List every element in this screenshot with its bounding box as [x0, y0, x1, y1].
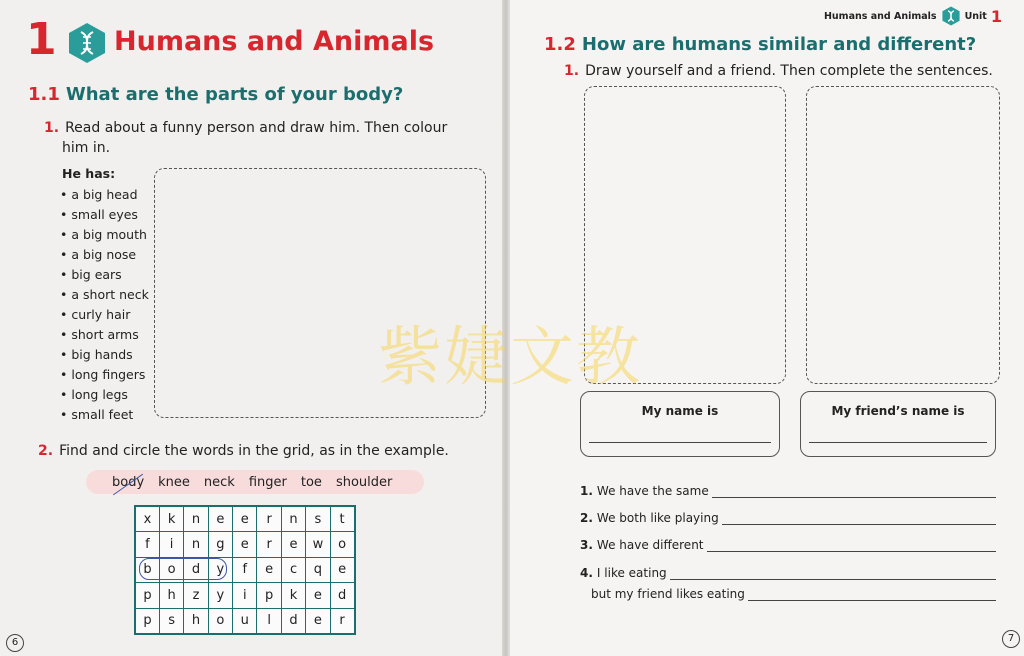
- answer-line[interactable]: [722, 513, 996, 525]
- feature-item: • big hands: [60, 346, 149, 366]
- grid-cell[interactable]: k: [281, 583, 305, 609]
- grid-cell[interactable]: d: [281, 608, 305, 634]
- task-text: Draw yourself and a friend. Then complete the sentences.: [585, 63, 993, 79]
- answer-line: [589, 442, 771, 443]
- friend-name-label: My friend’s name is: [831, 404, 965, 418]
- running-header: [824, 6, 1002, 26]
- grid-cell[interactable]: d: [184, 557, 208, 583]
- page-number-left: 6: [6, 634, 24, 652]
- feature-item: • long fingers: [60, 366, 149, 386]
- grid-cell[interactable]: e: [306, 583, 330, 609]
- grid-cell[interactable]: q: [306, 557, 330, 583]
- section-title-1-2: [544, 34, 976, 55]
- grid-cell[interactable]: h: [159, 583, 183, 609]
- word-bank: [86, 470, 424, 494]
- grid-cell[interactable]: b: [135, 557, 159, 583]
- sentence-number: 2.: [580, 511, 593, 525]
- grid-cell[interactable]: e: [233, 506, 257, 532]
- task-text-line2: him in.: [62, 140, 111, 156]
- features-heading: He has:: [62, 166, 116, 181]
- sentence-4: [580, 566, 996, 580]
- grid-cell[interactable]: z: [184, 583, 208, 609]
- word-bank-item: body: [112, 474, 145, 490]
- section-title-1-1: [28, 84, 403, 105]
- grid-cell[interactable]: i: [159, 532, 183, 558]
- answer-line[interactable]: [748, 589, 996, 601]
- example-circle: [139, 558, 227, 580]
- feature-item: • long legs: [60, 386, 149, 406]
- task-number: 1.: [44, 120, 60, 136]
- grid-cell[interactable]: i: [233, 583, 257, 609]
- page-title: Humans and Animals: [114, 26, 435, 57]
- grid-cell[interactable]: s: [306, 506, 330, 532]
- grid-cell[interactable]: f: [135, 532, 159, 558]
- grid-cell[interactable]: l: [257, 608, 281, 634]
- feature-item: • a big mouth: [60, 226, 149, 246]
- grid-cell[interactable]: r: [257, 532, 281, 558]
- sentence-1: [580, 484, 996, 498]
- grid-cell[interactable]: u: [233, 608, 257, 634]
- grid-cell[interactable]: y: [208, 557, 232, 583]
- section-number: 1.2: [544, 34, 576, 55]
- grid-cell[interactable]: e: [208, 506, 232, 532]
- grid-cell[interactable]: p: [135, 608, 159, 634]
- feature-item: • a big nose: [60, 246, 149, 266]
- sentence-number: 3.: [580, 538, 593, 552]
- my-name-label: My name is: [641, 404, 719, 418]
- answer-line[interactable]: [670, 568, 996, 580]
- grid-cell[interactable]: e: [281, 532, 305, 558]
- grid-cell[interactable]: p: [257, 583, 281, 609]
- grid-cell[interactable]: w: [306, 532, 330, 558]
- sentence-text: but my friend likes eating: [591, 587, 745, 601]
- section-title-text: What are the parts of your body?: [65, 84, 404, 105]
- grid-cell[interactable]: e: [306, 608, 330, 634]
- grid-cell[interactable]: e: [233, 532, 257, 558]
- feature-item: • a short neck: [60, 286, 149, 306]
- grid-cell[interactable]: r: [257, 506, 281, 532]
- grid-cell[interactable]: e: [330, 557, 354, 583]
- grid-cell[interactable]: e: [257, 557, 281, 583]
- answer-line[interactable]: [707, 540, 996, 552]
- answer-line[interactable]: [712, 486, 996, 498]
- grid-row: [135, 583, 355, 609]
- feature-item: • a big head: [60, 186, 149, 206]
- task-1-instruction: [44, 118, 484, 158]
- grid-cell[interactable]: o: [159, 557, 183, 583]
- word-bank-item: neck: [203, 474, 235, 490]
- page-number-right: 7: [1002, 630, 1020, 648]
- sentence-number: 1.: [580, 484, 593, 498]
- grid-cell[interactable]: s: [159, 608, 183, 634]
- header-unit-number: 1: [990, 6, 1002, 26]
- my-name-box[interactable]: [580, 391, 780, 457]
- grid-cell[interactable]: c: [281, 557, 305, 583]
- sentence-3: [580, 538, 996, 552]
- task-2-instruction: [38, 441, 449, 461]
- word-bank-item: finger: [248, 474, 287, 490]
- feature-item: • short arms: [60, 326, 149, 346]
- sentence-text: We have different: [596, 538, 704, 552]
- header-unit-label: Unit: [964, 10, 987, 22]
- grid-cell[interactable]: k: [159, 506, 183, 532]
- section-title-text: How are humans similar and different?: [581, 34, 977, 55]
- sentence-text: We both like playing: [596, 511, 719, 525]
- word-bank-item: toe: [300, 474, 322, 490]
- grid-cell[interactable]: n: [184, 506, 208, 532]
- dna-hexagon-icon: [66, 22, 108, 64]
- grid-cell[interactable]: d: [330, 583, 354, 609]
- task-1-instruction-right: [564, 61, 993, 81]
- feature-item: • big ears: [60, 266, 149, 286]
- task-number: 2.: [38, 443, 54, 459]
- friend-name-box[interactable]: [800, 391, 996, 457]
- sentence-5: [591, 587, 996, 601]
- sentence-number: 4.: [580, 566, 593, 580]
- task-text: Find and circle the words in the grid, as in the example.: [59, 443, 449, 459]
- grid-cell[interactable]: h: [184, 608, 208, 634]
- task-text-line1: Read about a funny person and draw him. Then colour: [65, 120, 448, 136]
- unit-number: 1: [26, 14, 57, 65]
- grid-cell[interactable]: f: [233, 557, 257, 583]
- sentence-2: [580, 511, 996, 525]
- grid-cell[interactable]: t: [330, 506, 354, 532]
- answer-line: [809, 442, 987, 443]
- grid-cell[interactable]: x: [135, 506, 159, 532]
- header-title: Humans and Animals: [823, 10, 937, 22]
- feature-item: • small feet: [60, 406, 149, 426]
- grid-cell[interactable]: g: [208, 532, 232, 558]
- sentence-text: We have the same: [596, 484, 709, 498]
- feature-item: • small eyes: [60, 206, 149, 226]
- grid-cell[interactable]: p: [135, 583, 159, 609]
- grid-cell[interactable]: n: [184, 532, 208, 558]
- grid-row: [135, 608, 355, 634]
- grid-cell[interactable]: o: [208, 608, 232, 634]
- features-list: [60, 186, 149, 426]
- drawing-box-friend[interactable]: [806, 86, 1000, 384]
- grid-cell[interactable]: o: [330, 532, 354, 558]
- grid-row: [135, 506, 355, 532]
- grid-cell[interactable]: y: [208, 583, 232, 609]
- grid-row: [135, 532, 355, 558]
- feature-item: • curly hair: [60, 306, 149, 326]
- grid-cell[interactable]: r: [330, 608, 354, 634]
- sentence-text: I like eating: [596, 566, 667, 580]
- task-number: 1.: [564, 63, 580, 79]
- watermark: 紫婕文教: [378, 321, 642, 395]
- section-number: 1.1: [28, 84, 60, 105]
- grid-cell[interactable]: n: [281, 506, 305, 532]
- word-bank-item: shoulder: [335, 474, 393, 490]
- word-bank-item: knee: [158, 474, 190, 490]
- dna-hexagon-icon: [941, 6, 961, 26]
